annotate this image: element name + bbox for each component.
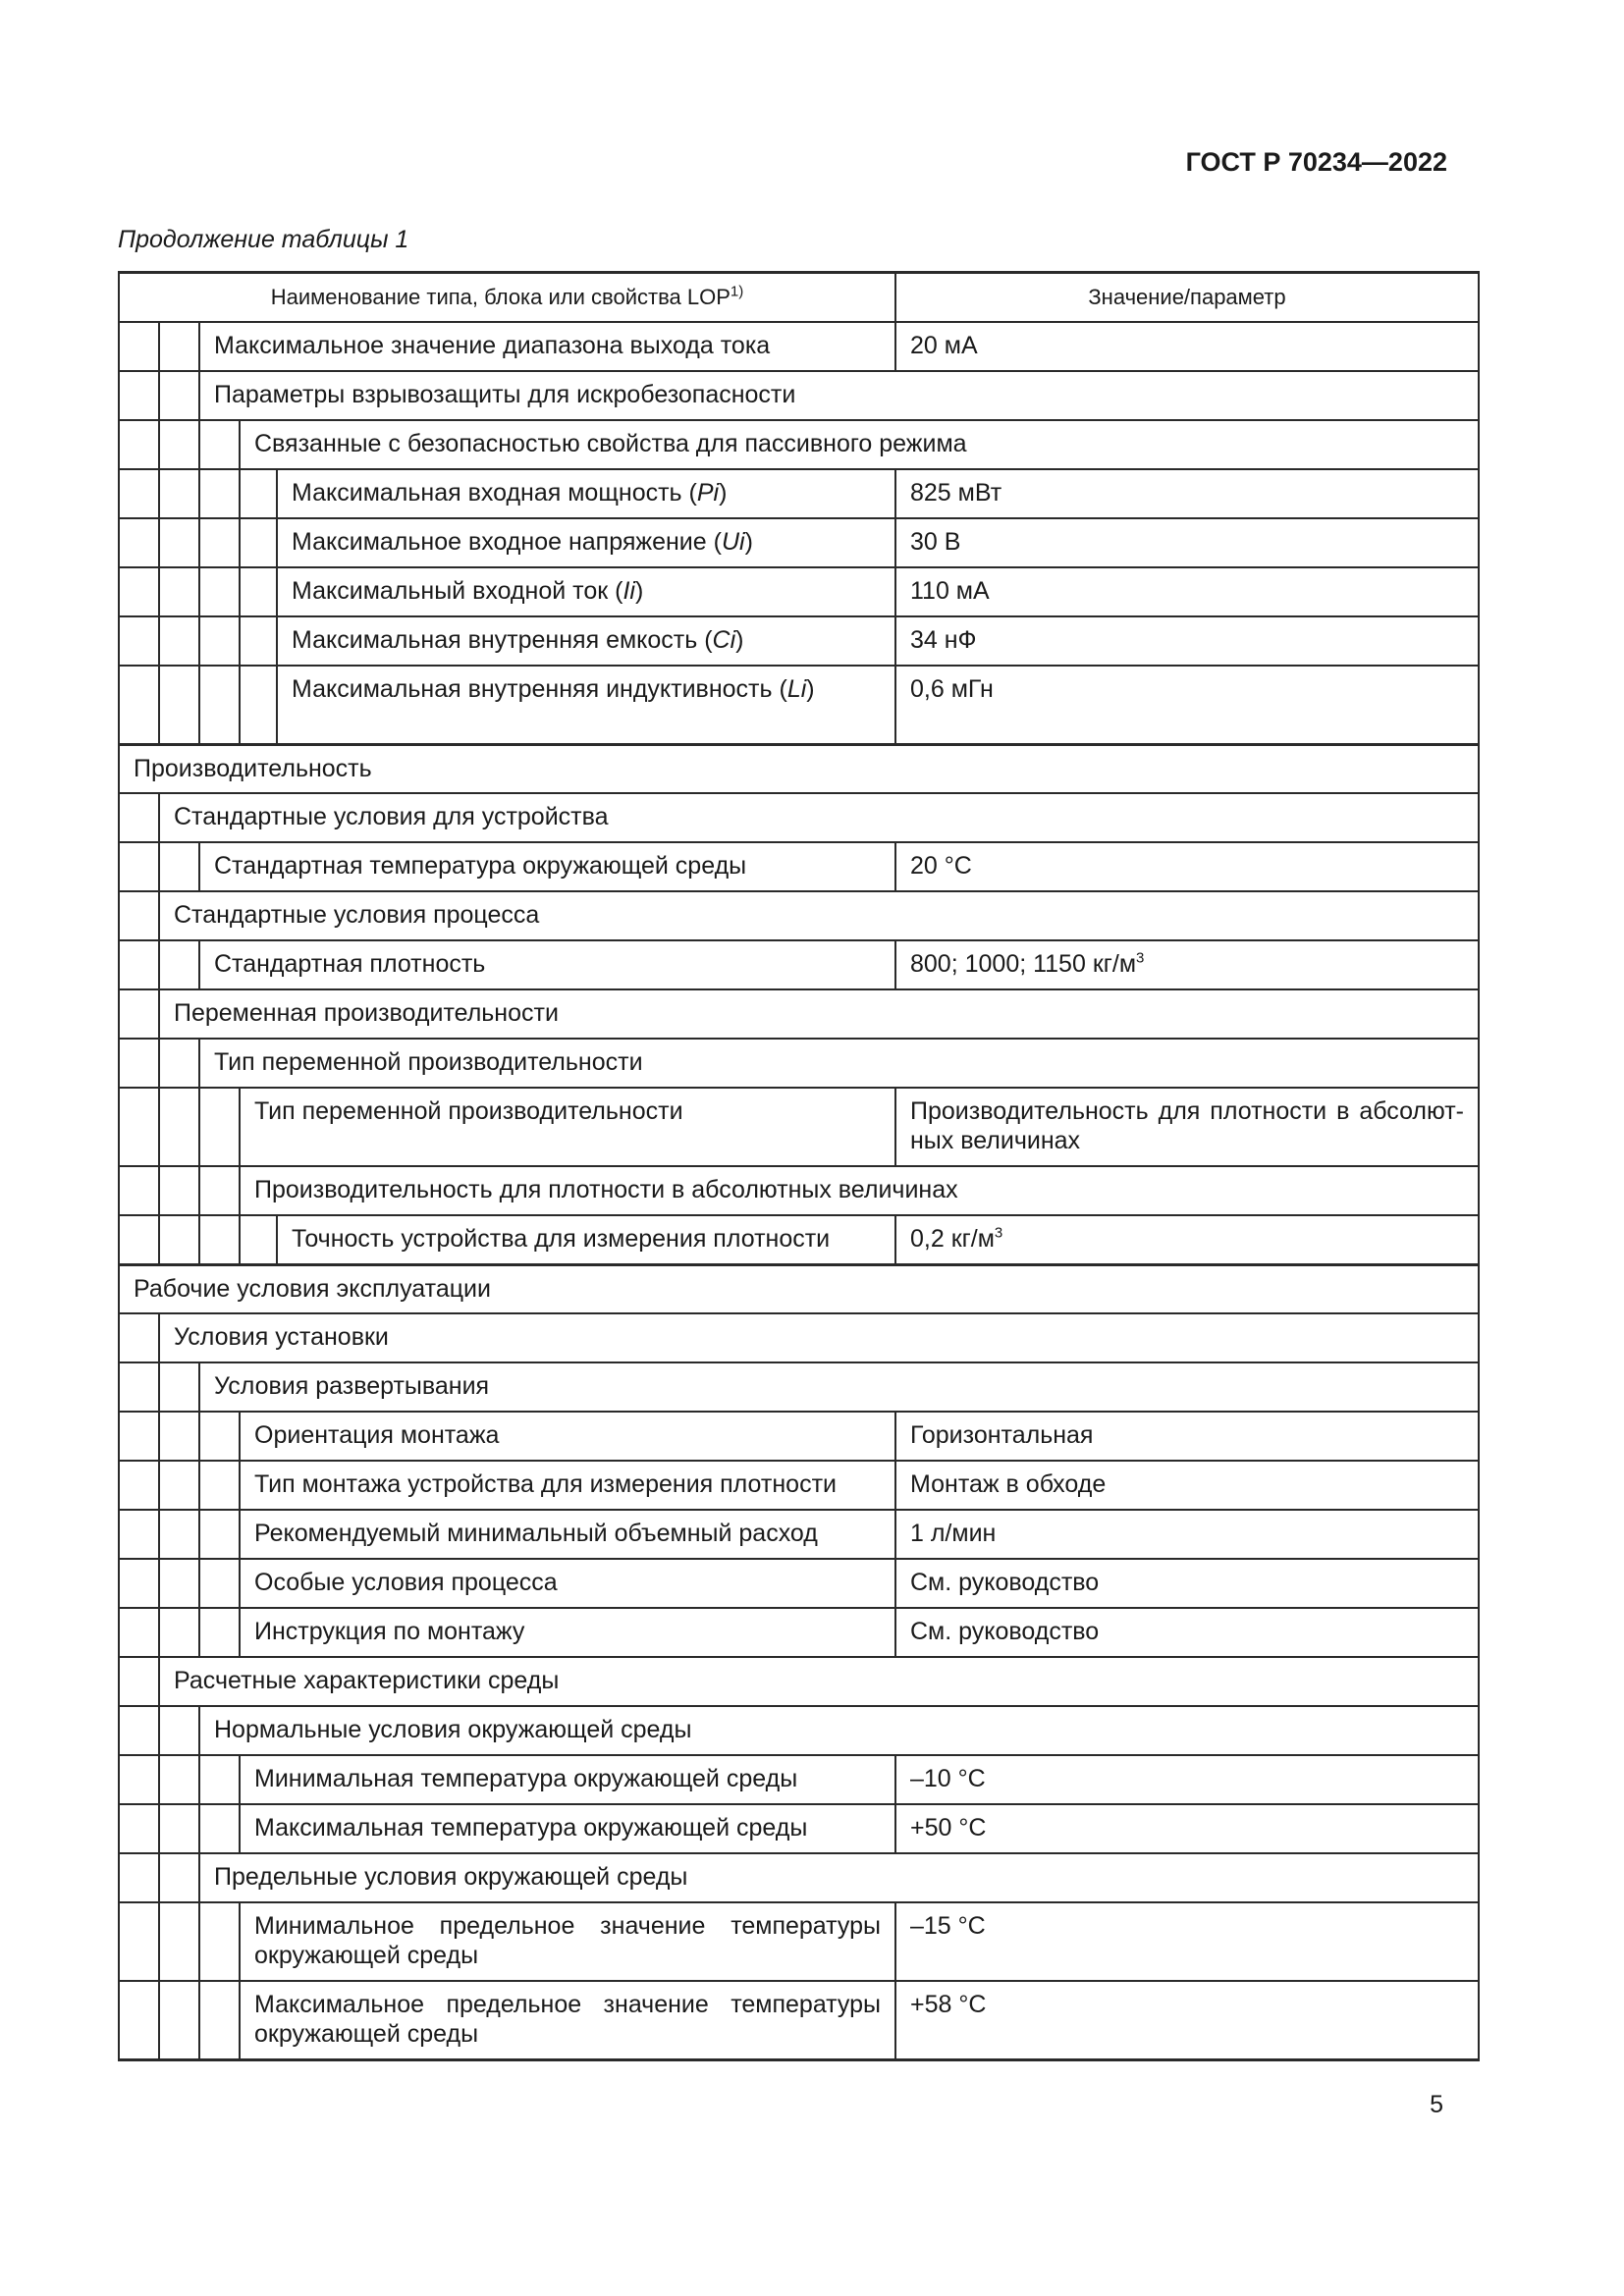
indent-cell xyxy=(199,666,240,744)
indent-cell xyxy=(119,469,159,518)
indent-cell xyxy=(119,1313,159,1362)
table-row xyxy=(119,1039,1479,1088)
indent-cell xyxy=(159,940,199,989)
indent-cell xyxy=(119,1706,159,1755)
row-name-tail: ) xyxy=(744,528,753,556)
table-row xyxy=(119,1362,1479,1412)
row-value: 1 л/мин xyxy=(910,1520,997,1547)
row-name: Предельные условия окружающей среды xyxy=(214,1863,688,1891)
row-name-cell xyxy=(199,1362,1479,1412)
indent-cell xyxy=(159,322,199,371)
table-row xyxy=(119,1461,1479,1510)
row-value: –15 °C xyxy=(910,1912,986,1940)
row-value: 34 нФ xyxy=(910,626,977,654)
row-name: Максимальное предельное значение температуры окружающей среды xyxy=(254,1991,881,2048)
row-name-tail: ) xyxy=(806,675,815,703)
document-code: ГОСТ Р 70234—2022 xyxy=(1185,147,1447,177)
indent-cell xyxy=(119,1559,159,1608)
row-name: Условия установки xyxy=(174,1323,389,1351)
table-row xyxy=(119,1088,1479,1166)
row-name-cell xyxy=(277,469,895,518)
row-value: 20 мА xyxy=(910,332,978,359)
row-value-cell xyxy=(895,322,1479,371)
row-value: Производительность для плотности в абсолют-ных величинах xyxy=(910,1097,1464,1154)
row-symbol: Pi xyxy=(696,479,720,507)
indent-cell xyxy=(199,1510,240,1559)
row-name: Связанные с безопасностью свойства для пассивного режима xyxy=(254,430,967,457)
indent-cell xyxy=(199,1559,240,1608)
row-name: Расчетные характеристики среды xyxy=(174,1667,560,1694)
row-value-cell xyxy=(895,1215,1479,1264)
indent-cell xyxy=(159,371,199,420)
indent-cell xyxy=(159,1461,199,1510)
parameters-table xyxy=(118,271,1480,2061)
indent-cell xyxy=(159,567,199,616)
indent-cell xyxy=(119,1461,159,1510)
row-name: Стандартные условия процесса xyxy=(174,901,540,929)
row-name-cell xyxy=(240,1608,895,1657)
indent-cell xyxy=(119,322,159,371)
row-value: См. руководство xyxy=(910,1569,1100,1596)
indent-cell xyxy=(159,616,199,666)
indent-cell xyxy=(159,666,199,744)
indent-cell xyxy=(240,469,277,518)
indent-cell xyxy=(159,1510,199,1559)
row-name: Параметры взрывозащиты для искробезопасности xyxy=(214,381,796,408)
footnote-marker: 1) xyxy=(730,283,744,300)
row-name-cell xyxy=(199,1706,1479,1755)
indent-cell xyxy=(240,666,277,744)
indent-cell xyxy=(199,1755,240,1804)
indent-cell xyxy=(119,1215,159,1264)
table-body xyxy=(119,322,1479,2059)
row-name-cell xyxy=(199,1039,1479,1088)
row-name-tail: ) xyxy=(634,577,644,605)
unit-exponent: 3 xyxy=(994,1224,1003,1242)
table-row xyxy=(119,666,1479,744)
row-value-cell xyxy=(895,1804,1479,1853)
row-name: Рабочие условия эксплуатации xyxy=(134,1274,491,1303)
row-name-cell xyxy=(240,1461,895,1510)
row-value-cell xyxy=(895,1559,1479,1608)
row-value-cell xyxy=(895,1461,1479,1510)
indent-cell xyxy=(119,420,159,469)
table-row xyxy=(119,1215,1479,1264)
row-value-cell xyxy=(895,469,1479,518)
indent-cell xyxy=(119,1088,159,1166)
indent-cell xyxy=(119,518,159,567)
table-row xyxy=(119,420,1479,469)
indent-cell xyxy=(119,842,159,891)
row-value: 30 В xyxy=(910,528,961,556)
table-row xyxy=(119,322,1479,371)
table-row xyxy=(119,989,1479,1039)
header-value-cell: Значение/параметр xyxy=(895,273,1479,323)
row-name: Максимальная внутренняя емкость ( xyxy=(292,626,713,654)
indent-cell xyxy=(159,1039,199,1088)
row-name-cell xyxy=(240,1088,895,1166)
indent-cell xyxy=(199,1215,240,1264)
indent-cell xyxy=(199,518,240,567)
row-name-cell xyxy=(199,940,895,989)
indent-cell xyxy=(119,1902,159,1981)
row-name: Производительность для плотности в абсолютных величинах xyxy=(254,1176,958,1203)
row-name-tail: ) xyxy=(719,479,728,507)
row-name-cell xyxy=(240,1981,895,2059)
header-name-cell xyxy=(119,273,895,323)
row-name-cell xyxy=(277,616,895,666)
indent-cell xyxy=(119,1362,159,1412)
unit-exponent: 3 xyxy=(1136,949,1145,967)
indent-cell xyxy=(240,616,277,666)
row-name-cell xyxy=(240,1902,895,1981)
row-name-cell xyxy=(277,1215,895,1264)
row-value-cell xyxy=(895,1608,1479,1657)
row-name: Точность устройства для измерения плотности xyxy=(292,1225,831,1253)
indent-cell xyxy=(199,1804,240,1853)
indent-cell xyxy=(199,1608,240,1657)
row-name-cell xyxy=(159,989,1479,1039)
row-name-cell xyxy=(159,1313,1479,1362)
row-name-cell xyxy=(199,842,895,891)
row-name-cell xyxy=(240,1804,895,1853)
row-name: Тип переменной производительности xyxy=(254,1097,683,1125)
indent-cell xyxy=(159,1853,199,1902)
indent-cell xyxy=(119,666,159,744)
row-name: Рекомендуемый минимальный объемный расход xyxy=(254,1520,818,1547)
indent-cell xyxy=(119,891,159,940)
indent-cell xyxy=(159,1902,199,1981)
row-name: Тип монтажа устройства для измерения плотности xyxy=(254,1470,837,1498)
indent-cell xyxy=(119,1608,159,1657)
row-name-cell xyxy=(277,666,895,744)
row-name-cell xyxy=(199,322,895,371)
row-symbol: Ii xyxy=(623,577,635,605)
row-name-cell xyxy=(240,1412,895,1461)
table-row xyxy=(119,1755,1479,1804)
table-row xyxy=(119,469,1479,518)
indent-cell xyxy=(159,518,199,567)
row-value: 825 мВт xyxy=(910,479,1002,507)
table-row xyxy=(119,1313,1479,1362)
table-row xyxy=(119,371,1479,420)
indent-cell xyxy=(159,1559,199,1608)
indent-cell xyxy=(199,1166,240,1215)
row-name: Минимальная температура окружающей среды xyxy=(254,1765,798,1792)
row-value-cell xyxy=(895,1902,1479,1981)
indent-cell xyxy=(199,567,240,616)
row-name: Тип переменной производительности xyxy=(214,1048,643,1076)
indent-cell xyxy=(199,616,240,666)
table-row xyxy=(119,1510,1479,1559)
table-row xyxy=(119,1981,1479,2059)
indent-cell xyxy=(199,1981,240,2059)
table-row xyxy=(119,793,1479,842)
indent-cell xyxy=(159,842,199,891)
indent-cell xyxy=(159,1755,199,1804)
row-name: Переменная производительности xyxy=(174,999,559,1027)
row-name-tail: ) xyxy=(735,626,744,654)
row-name-cell xyxy=(159,1657,1479,1706)
table-row xyxy=(119,1559,1479,1608)
row-name: Максимальное значение диапазона выхода тока xyxy=(214,332,771,359)
indent-cell xyxy=(119,567,159,616)
row-name-cell xyxy=(240,1510,895,1559)
row-name-cell xyxy=(119,744,1479,793)
row-value: +50 °C xyxy=(910,1814,987,1842)
row-name-cell xyxy=(277,567,895,616)
indent-cell xyxy=(199,420,240,469)
table-row xyxy=(119,567,1479,616)
row-name: Стандартная плотность xyxy=(214,950,486,978)
table-row xyxy=(119,1804,1479,1853)
indent-cell xyxy=(159,420,199,469)
row-name: Максимальная внутренняя индуктивность ( xyxy=(292,675,787,703)
row-name: Особые условия процесса xyxy=(254,1569,558,1596)
indent-cell xyxy=(119,989,159,1039)
table-row xyxy=(119,518,1479,567)
indent-cell xyxy=(119,1657,159,1706)
row-value-cell xyxy=(895,518,1479,567)
indent-cell xyxy=(199,1461,240,1510)
row-value: Монтаж в обходе xyxy=(910,1470,1107,1498)
indent-cell xyxy=(159,1706,199,1755)
row-name: Максимальная входная мощность ( xyxy=(292,479,697,507)
indent-cell xyxy=(159,1608,199,1657)
row-symbol: Ui xyxy=(721,528,745,556)
row-name: Инструкция по монтажу xyxy=(254,1618,525,1645)
row-value-cell xyxy=(895,616,1479,666)
row-value: Горизонтальная xyxy=(910,1421,1094,1449)
row-name: Производительность xyxy=(134,754,372,782)
row-name-cell xyxy=(159,891,1479,940)
indent-cell xyxy=(159,1362,199,1412)
indent-cell xyxy=(199,469,240,518)
row-value-cell xyxy=(895,1755,1479,1804)
table-row xyxy=(119,1412,1479,1461)
row-name-cell xyxy=(240,1166,1479,1215)
indent-cell xyxy=(240,567,277,616)
row-name: Максимальная температура окружающей среды xyxy=(254,1814,808,1842)
row-name: Условия развертывания xyxy=(214,1372,490,1400)
indent-cell xyxy=(119,371,159,420)
table-row xyxy=(119,1166,1479,1215)
row-value: 0,6 мГн xyxy=(910,675,994,703)
row-value-cell xyxy=(895,1981,1479,2059)
row-symbol: Li xyxy=(786,675,807,703)
row-value: См. руководство xyxy=(910,1618,1100,1645)
table-row xyxy=(119,940,1479,989)
table-row xyxy=(119,744,1479,793)
row-symbol: Ci xyxy=(712,626,736,654)
row-name: Нормальные условия окружающей среды xyxy=(214,1716,692,1743)
row-name: Минимальное предельное значение температуры окружающей среды xyxy=(254,1912,881,1969)
row-name-cell xyxy=(199,371,1479,420)
indent-cell xyxy=(199,1902,240,1981)
table-row xyxy=(119,1706,1479,1755)
table-row xyxy=(119,1608,1479,1657)
row-value-cell xyxy=(895,1088,1479,1166)
indent-cell xyxy=(159,1804,199,1853)
row-name: Максимальный входной ток ( xyxy=(292,577,623,605)
indent-cell xyxy=(159,1215,199,1264)
indent-cell xyxy=(199,1088,240,1166)
indent-cell xyxy=(119,1755,159,1804)
row-name: Стандартная температура окружающей среды xyxy=(214,852,747,880)
table-row xyxy=(119,1853,1479,1902)
row-value: 800; 1000; 1150 кг/м xyxy=(910,950,1137,978)
row-name-cell xyxy=(240,1559,895,1608)
row-value-cell xyxy=(895,1412,1479,1461)
row-value-cell xyxy=(895,842,1479,891)
indent-cell xyxy=(199,1412,240,1461)
indent-cell xyxy=(159,1088,199,1166)
header-name-text: Наименование типа, блока или свойства LOP xyxy=(270,285,731,309)
row-name-cell xyxy=(119,1264,1479,1313)
indent-cell xyxy=(119,1981,159,2059)
indent-cell xyxy=(119,1510,159,1559)
table-row xyxy=(119,842,1479,891)
table-row xyxy=(119,1902,1479,1981)
indent-cell xyxy=(240,518,277,567)
table-row xyxy=(119,891,1479,940)
row-value: 20 °C xyxy=(910,852,972,880)
indent-cell xyxy=(159,469,199,518)
table-caption: Продолжение таблицы 1 xyxy=(118,226,409,253)
indent-cell xyxy=(159,1166,199,1215)
row-name: Стандартные условия для устройства xyxy=(174,803,609,830)
row-value-cell xyxy=(895,940,1479,989)
table-row xyxy=(119,1657,1479,1706)
indent-cell xyxy=(119,1166,159,1215)
row-value-cell xyxy=(895,666,1479,744)
row-value-cell xyxy=(895,567,1479,616)
indent-cell xyxy=(159,1412,199,1461)
row-name: Ориентация монтажа xyxy=(254,1421,500,1449)
row-name-cell xyxy=(159,793,1479,842)
row-name-cell xyxy=(240,420,1479,469)
row-value: 0,2 кг/м xyxy=(910,1225,995,1253)
row-value: 110 мА xyxy=(910,577,990,605)
indent-cell xyxy=(240,1215,277,1264)
table-header-row xyxy=(119,273,1479,323)
indent-cell xyxy=(119,793,159,842)
indent-cell xyxy=(159,1981,199,2059)
indent-cell xyxy=(119,1039,159,1088)
row-name: Максимальное входное напряжение ( xyxy=(292,528,722,556)
indent-cell xyxy=(119,940,159,989)
row-value-cell xyxy=(895,1510,1479,1559)
row-value: –10 °C xyxy=(910,1765,986,1792)
indent-cell xyxy=(119,1853,159,1902)
indent-cell xyxy=(119,1412,159,1461)
table-row xyxy=(119,616,1479,666)
page-number: 5 xyxy=(1430,2091,1443,2118)
row-name-cell xyxy=(199,1853,1479,1902)
row-value: +58 °C xyxy=(910,1991,987,2018)
table-row xyxy=(119,1264,1479,1313)
row-name-cell xyxy=(277,518,895,567)
row-name-cell xyxy=(240,1755,895,1804)
indent-cell xyxy=(119,1804,159,1853)
indent-cell xyxy=(119,616,159,666)
